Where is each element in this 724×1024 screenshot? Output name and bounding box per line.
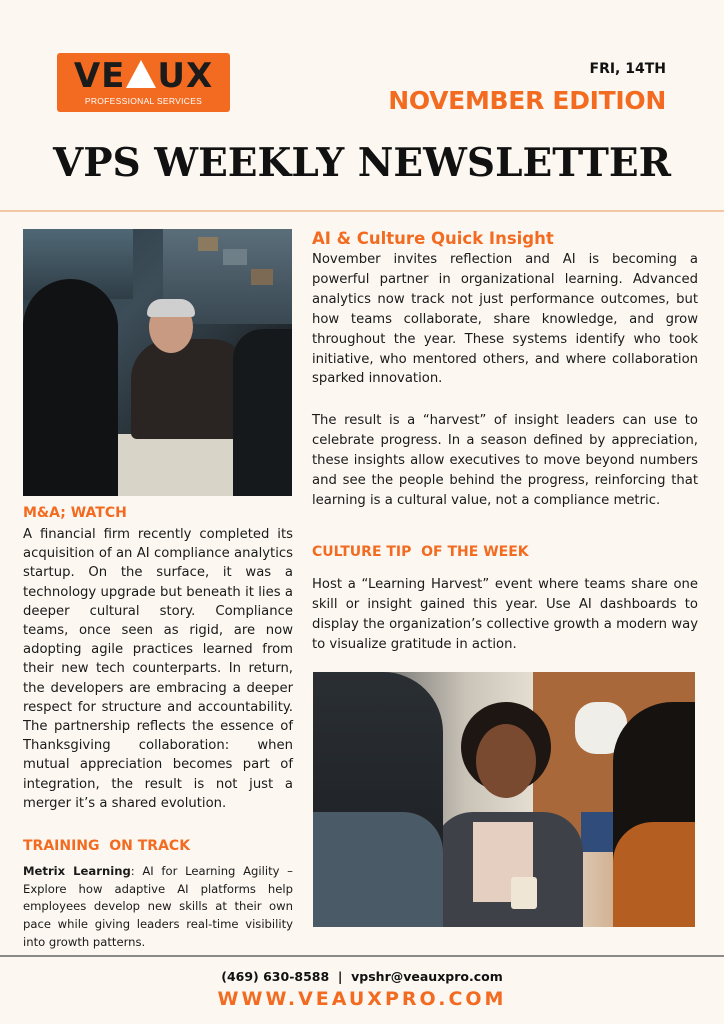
meeting-photo: [23, 229, 292, 496]
issue-date: FRI, 14TH: [589, 61, 666, 77]
logo-triangle-icon: [126, 60, 156, 88]
training-text: [23, 863, 293, 952]
training-description: : AI for Learning Agility – Explore how adaptive AI platforms help employees develop new skills at their own pace while giving leaders real-time visibility into growth patterns.: [23, 864, 293, 949]
edition-label: NOVEMBER EDITION: [388, 86, 666, 115]
culture-tip-heading: CULTURE TIP OF THE WEEK: [312, 544, 529, 560]
footer-divider: [0, 955, 724, 957]
insight-paragraph-2: The result is a “harvest” of insight leaders can use to celebrate progress. In a season defined by appreciation, these insights allow executives to move beyond numbers and see the people behind the progress, reinforcing that learning is a cultural value, not a compliance metric.: [312, 413, 698, 508]
culture-tip-text: Host a “Learning Harvest” event where teams share one skill or insight gained this year. Use AI dashboards to display the organization’s collective growth a modern way to visualize gratitude in action.: [312, 577, 698, 652]
logo-subtitle: PROFESSIONAL SERVICES: [84, 96, 203, 106]
training-course-name: Metrix Learning: [23, 864, 131, 878]
newsletter-title: VPS WEEKLY NEWSLETTER: [52, 140, 672, 186]
training-heading: TRAINING ON TRACK: [23, 838, 191, 854]
company-logo: [57, 53, 230, 112]
insight-heading: AI & Culture Quick Insight: [312, 229, 554, 248]
logo-wordmark: [57, 57, 230, 95]
website-link[interactable]: WWW.VEAUXPRO.COM: [217, 988, 507, 1010]
logo-word-left: VE: [73, 56, 126, 96]
logo-word-right: UX: [157, 56, 214, 96]
ma-watch-heading: M&A; WATCH: [23, 505, 127, 521]
header-divider: [0, 210, 724, 212]
insight-paragraph-1: November invites reflection and AI is becoming a powerful partner in organizational learning. Advanced analytics now track not just performance outcomes, but how teams collaborate, share knowledge, and grow throughout the year. These systems identify who took initiative, who mentored others, and where collaboration sparked innovation.: [312, 252, 698, 387]
contact-info: (469) 630-8588 | vpshr@veauxpro.com: [221, 969, 503, 984]
smiling-woman-photo: [313, 672, 695, 927]
ma-watch-text: A financial firm recently completed its acquisition of an AI compliance analytics startup. On the surface, it was a technology upgrade but beneath it lies a deeper cultural story. Compliance teams, once seen as rigid, are now adopting agile practices learned from their new tech counterparts. In return, the developers are embracing a deeper respect for structure and accountability. The partnership reflects the essence of Thanksgiving collaboration: when mutual appreciation becomes part of integration, the result is not just a merger it’s a shared evolution.: [23, 527, 293, 811]
